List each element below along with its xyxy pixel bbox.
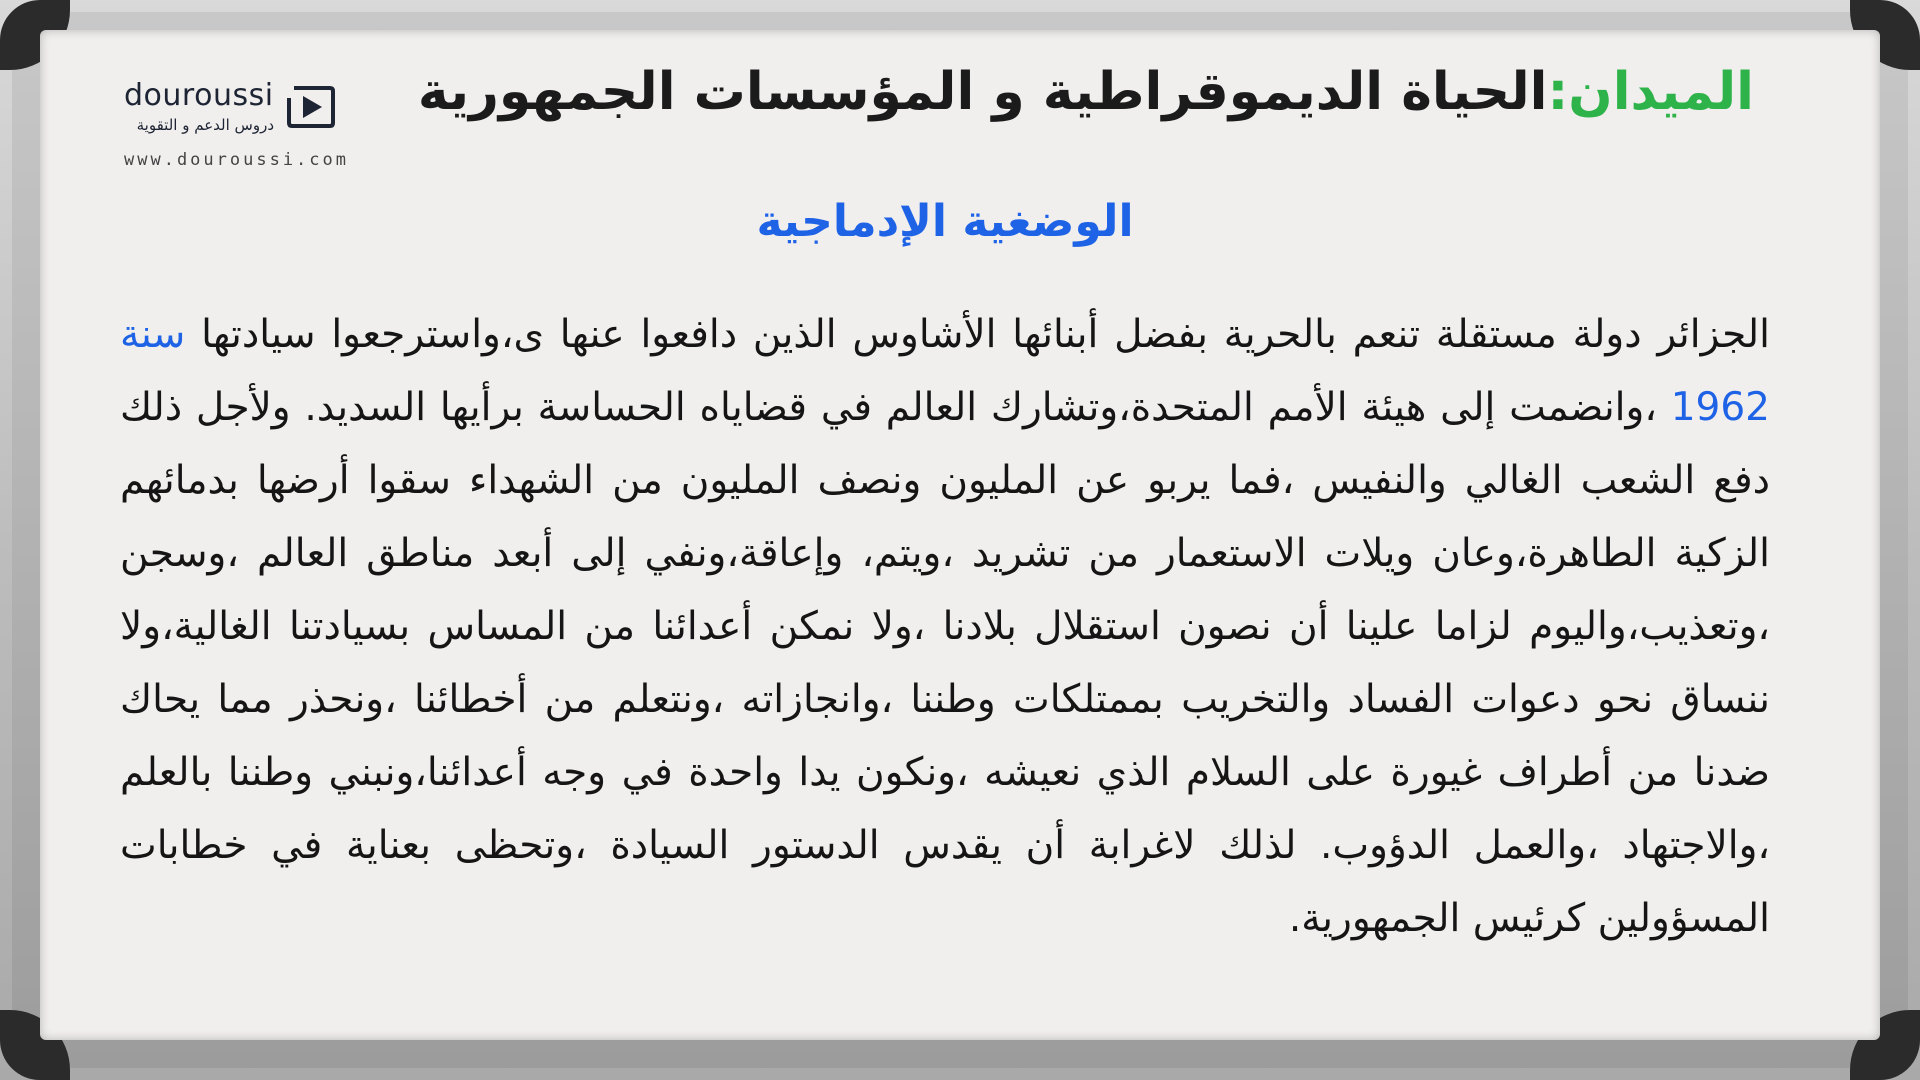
logo-brand: douroussi [124,78,274,113]
paragraph-part-2: ،وانضمت إلى هيئة الأمم المتحدة،وتشارك العالم في قضاياه الحساسة برأيها السديد. ولأجل ذلك دفع الشعب الغالي والنفيس ،فما يربو عن المليون ونصف المليون من الشهداء سقوا أرضها بدمائهم الزكية الطاهرة،وعان ويلات الاستعمار من تشريد ،ويتم، وإعاقة،ونفي إلى أبعد مناطق العالم ،وسجن ،وتعذيب،واليوم لزاما علينا أن نصون استقلال بلادنا ،ولا نمكن أعدائنا من المساس بسيادتنا الغالية،ولا ننساق نحو دعوات الفساد والتخريب بممتلكات وطننا ،وانجازاته ،ونتعلم من أخطائنا ،ونحذر مما يحاك ضدنا من أطراف غيورة على السلام الذي نعيشه ،ونكون يدا واحدة في وجه أعدائنا،ونبني وطننا بالعلم ،والاجتهاد ،والعمل الدؤوب. لذلك لاغرابة أن يقدس الدستور السيادة ،وتحظى بعناية في خطابات المسؤولين كرئيس الجمهورية. [120,385,1770,941]
page-title [418,62,1754,122]
logo-url: www.douroussi.com [124,150,349,170]
field-value: الحياة الديموقراطية و المؤسسات الجمهورية [417,62,1548,122]
body-paragraph [120,298,1770,955]
paragraph-part-1: الجزائر دولة مستقلة تنعم بالحرية بفضل أبنائها الأشاوس الذين دافعوا عنها ى،واسترجعوا سيادتها [185,312,1770,357]
highlighted-year: سنة 1962 [120,312,1770,430]
logo-tagline: دروس الدعم و التقوية [136,116,274,134]
field-label: الميدان: [1547,62,1754,122]
douroussi-logo [124,78,384,178]
section-title: الوضغية الإدماجية [756,196,1134,247]
play-icon [286,82,336,132]
